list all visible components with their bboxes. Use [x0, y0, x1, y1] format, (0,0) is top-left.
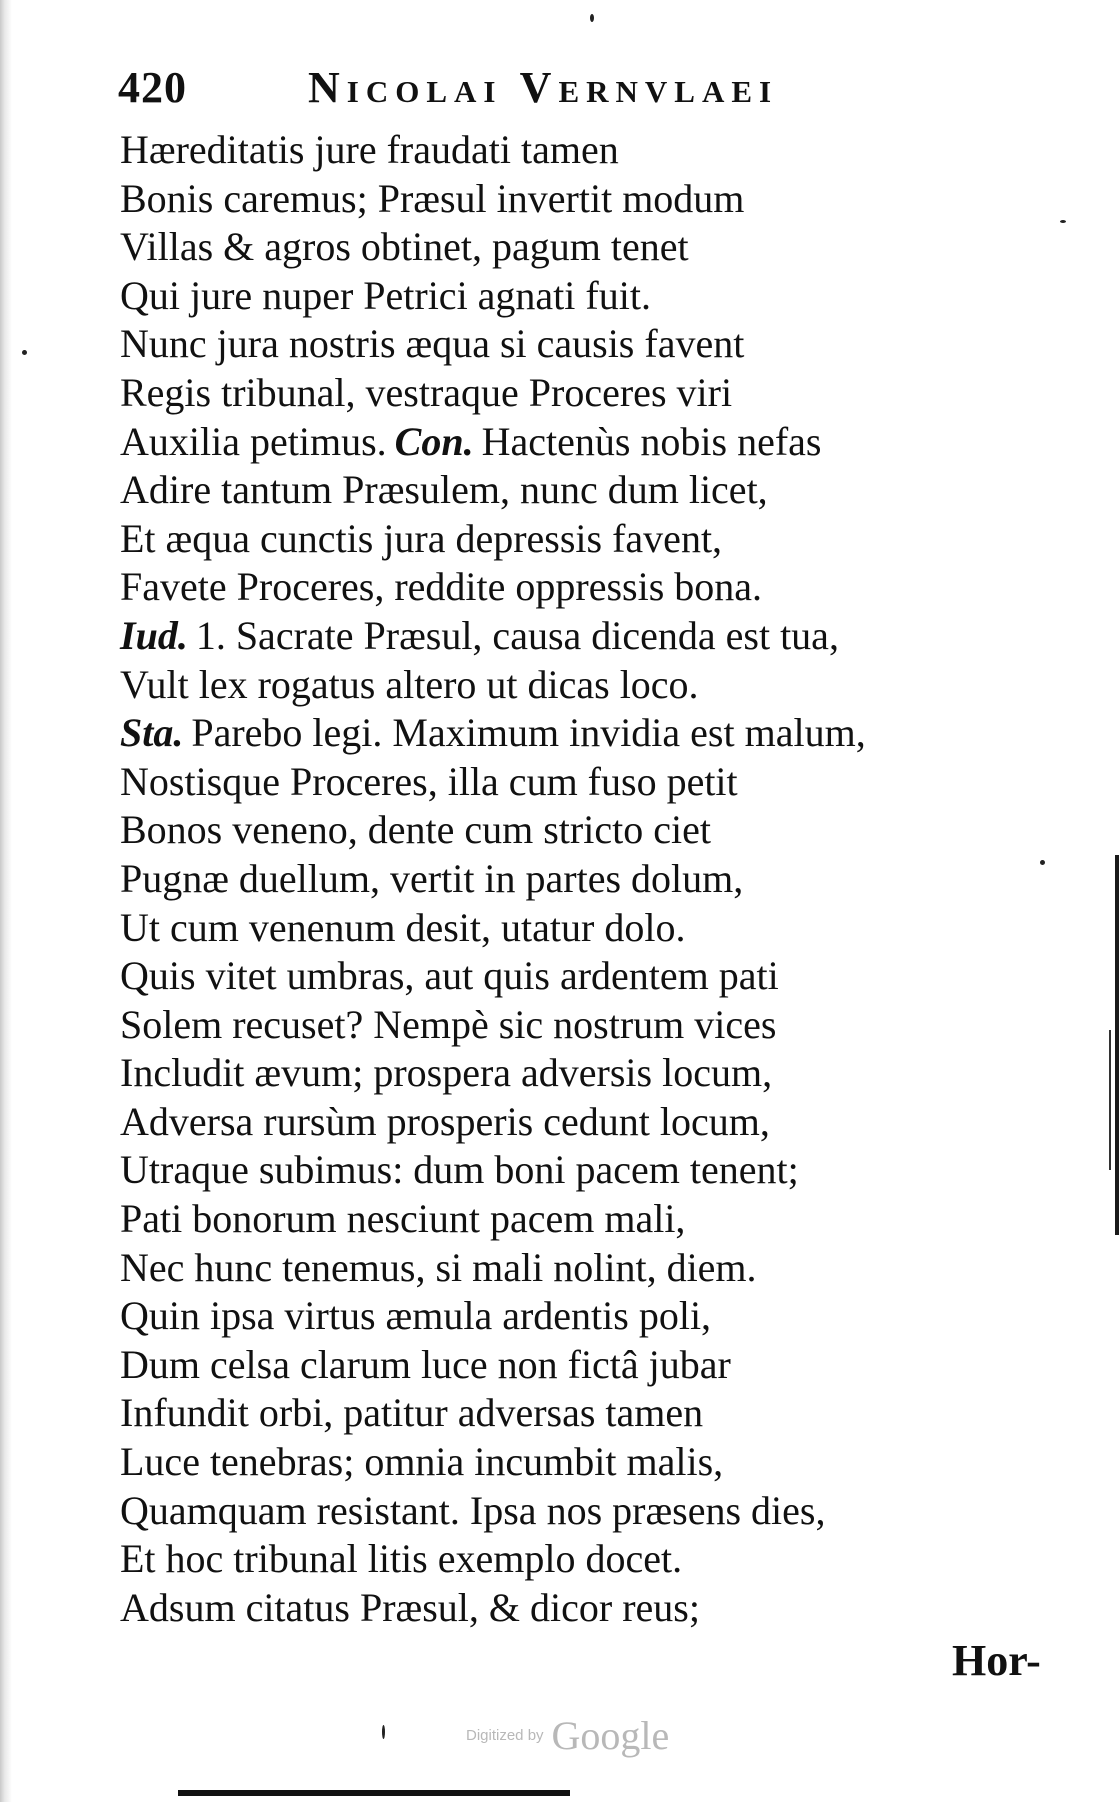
- verse-line: [120, 272, 1020, 321]
- verse-line: [120, 563, 1020, 612]
- verse-text: Bonos veneno, dente cum stricto ciet: [120, 807, 711, 853]
- verse-text: Nunc jura nostris æqua si causis favent: [120, 321, 745, 367]
- verse-line: [120, 855, 1020, 904]
- verse-text: Hactenùs nobis nefas: [481, 418, 822, 464]
- verse-line: [120, 661, 1020, 710]
- verse-text: Nec hunc tenemus, si mali nolint, diem.: [120, 1244, 757, 1290]
- verse-text: Dum celsa clarum luce non fictâ jubar: [120, 1341, 731, 1387]
- verse-text: Auxilia petimus.: [120, 418, 387, 464]
- page-header: [118, 62, 918, 122]
- page-edge-rule: [1115, 855, 1119, 1235]
- verse-line: [120, 369, 1020, 418]
- verse-line: [120, 1438, 1020, 1487]
- verse-text: Luce tenebras; omnia incumbit malis,: [120, 1439, 724, 1485]
- bottom-rule: [178, 1790, 570, 1796]
- verse-text: Quin ipsa virtus æmula ardentis poli,: [120, 1293, 712, 1339]
- ink-speck: [590, 14, 594, 22]
- verse-line: [120, 758, 1020, 807]
- verse-line: [120, 709, 1020, 758]
- verse-text: Quamquam resistant. Ipsa nos præsens dies,: [120, 1487, 826, 1533]
- verse-text: Infundit orbi, patitur adversas tamen: [120, 1390, 704, 1436]
- verse-line: [120, 223, 1020, 272]
- binding-edge: [0, 0, 12, 1802]
- verse-line: [120, 320, 1020, 369]
- verse-line: [120, 1098, 1020, 1147]
- verse-text: Vult lex rogatus altero ut dicas loco.: [120, 661, 699, 707]
- verse-line: [120, 1195, 1020, 1244]
- verse-text: Regis tribunal, vestraque Proceres viri: [120, 369, 733, 415]
- verse-line: [120, 418, 1020, 467]
- verse-line: [120, 1049, 1020, 1098]
- verse-line: [120, 904, 1020, 953]
- verse-text: Parebo legi. Maximum invidia est malum,: [191, 710, 866, 756]
- running-head: Nicolai Vernvlaei: [308, 63, 779, 112]
- verse-line: [120, 1292, 1020, 1341]
- verse-text: Et æqua cunctis jura depressis favent,: [120, 515, 723, 561]
- verse-line: [120, 1341, 1020, 1390]
- verse-body: [120, 126, 1020, 1632]
- verse-text: Includit ævum; prospera adversis locum,: [120, 1050, 773, 1096]
- page-number: 420: [118, 63, 187, 112]
- verse-line: [120, 1146, 1020, 1195]
- ink-speck: [22, 350, 27, 355]
- verse-text: Favete Proceres, reddite oppressis bona.: [120, 564, 763, 610]
- catchword: Hor-: [952, 1636, 1041, 1685]
- verse-line: [120, 1244, 1020, 1293]
- verse-line: [120, 1487, 1020, 1536]
- ink-speck: [1060, 220, 1066, 223]
- verse-line: [120, 806, 1020, 855]
- speaker-label: Con.: [394, 418, 474, 464]
- verse-text: Quis vitet umbras, aut quis ardentem pati: [120, 953, 779, 999]
- verse-text: Bonis caremus; Præsul invertit modum: [120, 175, 745, 221]
- verse-text: Hæreditatis jure fraudati tamen: [120, 127, 619, 172]
- verse-text: Adire tantum Præsulem, nunc dum licet,: [120, 467, 768, 513]
- speaker-label: Iud.: [120, 612, 188, 658]
- verse-text: Villas & agros obtinet, pagum tenet: [120, 224, 689, 270]
- digitized-watermark: [466, 1712, 726, 1762]
- verse-text: Adsum citatus Præsul, & dicor reus;: [120, 1584, 700, 1630]
- verse-text: 1. Sacrate Præsul, causa dicenda est tua,: [195, 612, 839, 658]
- verse-text: Pati bonorum nesciunt pacem mali,: [120, 1196, 686, 1242]
- verse-line: [120, 1535, 1020, 1584]
- google-logo: Google: [551, 1713, 670, 1758]
- verse-text: Qui jure nuper Petrici agnati fuit.: [120, 272, 651, 318]
- verse-line: [120, 175, 1020, 224]
- verse-line: [120, 466, 1020, 515]
- verse-line: [120, 126, 1020, 175]
- verse-text: Ut cum venenum desit, utatur dolo.: [120, 904, 686, 950]
- page-edge-rule-secondary: [1109, 1030, 1111, 1170]
- speaker-label: Sta.: [120, 710, 184, 756]
- verse-line: [120, 515, 1020, 564]
- verse-line: [120, 1584, 1020, 1633]
- ink-speck: [382, 1725, 385, 1739]
- verse-line: [120, 1389, 1020, 1438]
- verse-text: Pugnæ duellum, vertit in partes dolum,: [120, 855, 744, 901]
- verse-text: Utraque subimus: dum boni pacem tenent;: [120, 1147, 799, 1193]
- verse-line: [120, 612, 1020, 661]
- verse-text: Adversa rursùm prosperis cedunt locum,: [120, 1098, 770, 1144]
- ink-speck: [1040, 860, 1045, 865]
- digitized-prefix: Digitized by: [466, 1727, 544, 1744]
- verse-line: [120, 1001, 1020, 1050]
- verse-text: Nostisque Proceres, illa cum fuso petit: [120, 758, 738, 804]
- verse-line: [120, 952, 1020, 1001]
- verse-text: Solem recuset? Nempè sic nostrum vices: [120, 1001, 777, 1047]
- verse-text: Et hoc tribunal litis exemplo docet.: [120, 1536, 683, 1582]
